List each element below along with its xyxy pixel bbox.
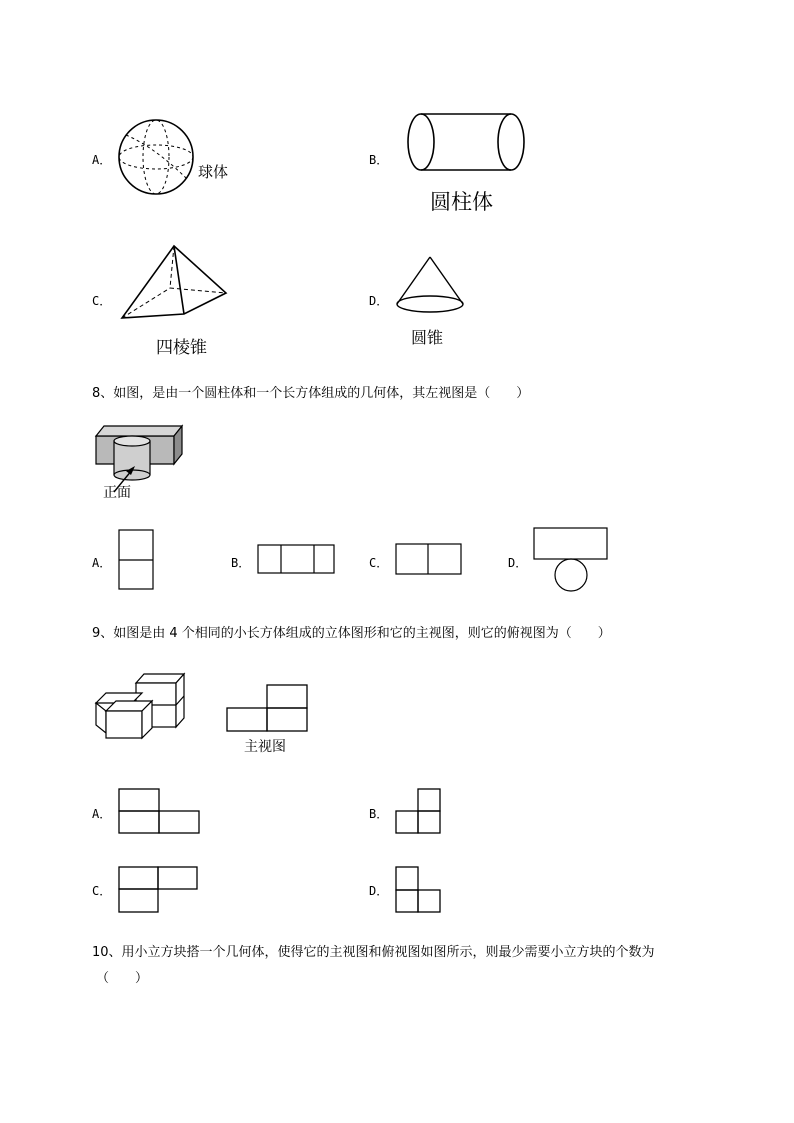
q8-option-d-label: D． — [508, 556, 528, 570]
option-d-label: D． — [369, 294, 389, 308]
q9-option-b-label: B． — [369, 807, 389, 821]
q9-option-c-label: C． — [92, 884, 112, 898]
q9-option-a-label: A． — [92, 807, 112, 821]
q8-option-c-figure — [395, 543, 465, 577]
q9-solid-figure — [94, 671, 190, 741]
q9-option-d-figure — [395, 866, 445, 916]
cone-figure — [394, 255, 466, 317]
q9-front-view-label: 主视图 — [244, 739, 286, 755]
q9-option-a-figure — [118, 788, 204, 838]
q8-option-c-label: C． — [369, 556, 389, 570]
cylinder-caption: 圆柱体 — [430, 190, 493, 214]
q8-option-b-label: B． — [231, 556, 251, 570]
question-9-text: 9、如图是由 4 个相同的小长方体组成的立体图形和它的主视图，则它的俯视图为（ ） — [92, 626, 611, 641]
option-c-label: C． — [92, 294, 112, 308]
pyramid-caption: 四棱锥 — [156, 338, 207, 358]
pyramid-figure — [120, 244, 230, 322]
q9-option-b-figure — [395, 788, 445, 838]
q9-front-view-figure — [226, 684, 310, 734]
q9-option-c-figure — [118, 866, 202, 916]
sphere-figure — [118, 118, 198, 198]
q8-option-b-figure — [257, 544, 337, 576]
option-b-label: B． — [369, 153, 389, 167]
q8-solid-figure — [94, 424, 186, 484]
q9-option-d-label: D． — [369, 884, 389, 898]
q8-front-label: 正面 — [103, 485, 131, 501]
q8-option-a-label: A． — [92, 556, 112, 570]
question-10-answer-blank: （ ） — [96, 971, 149, 986]
question-10-text: 10、用小立方块搭一个几何体，使得它的主视图和俯视图如图所示，则最少需要小立方块的个数为 — [92, 945, 655, 960]
question-8-text: 8、如图，是由一个圆柱体和一个长方体组成的几何体，其左视图是（ ） — [92, 386, 530, 401]
sphere-caption: 球体 — [198, 163, 229, 181]
cone-caption: 圆锥 — [411, 328, 444, 347]
option-a-label: A． — [92, 153, 112, 167]
q8-option-d-figure — [533, 527, 611, 593]
cylinder-figure — [405, 112, 530, 174]
q8-option-a-figure — [118, 529, 156, 591]
